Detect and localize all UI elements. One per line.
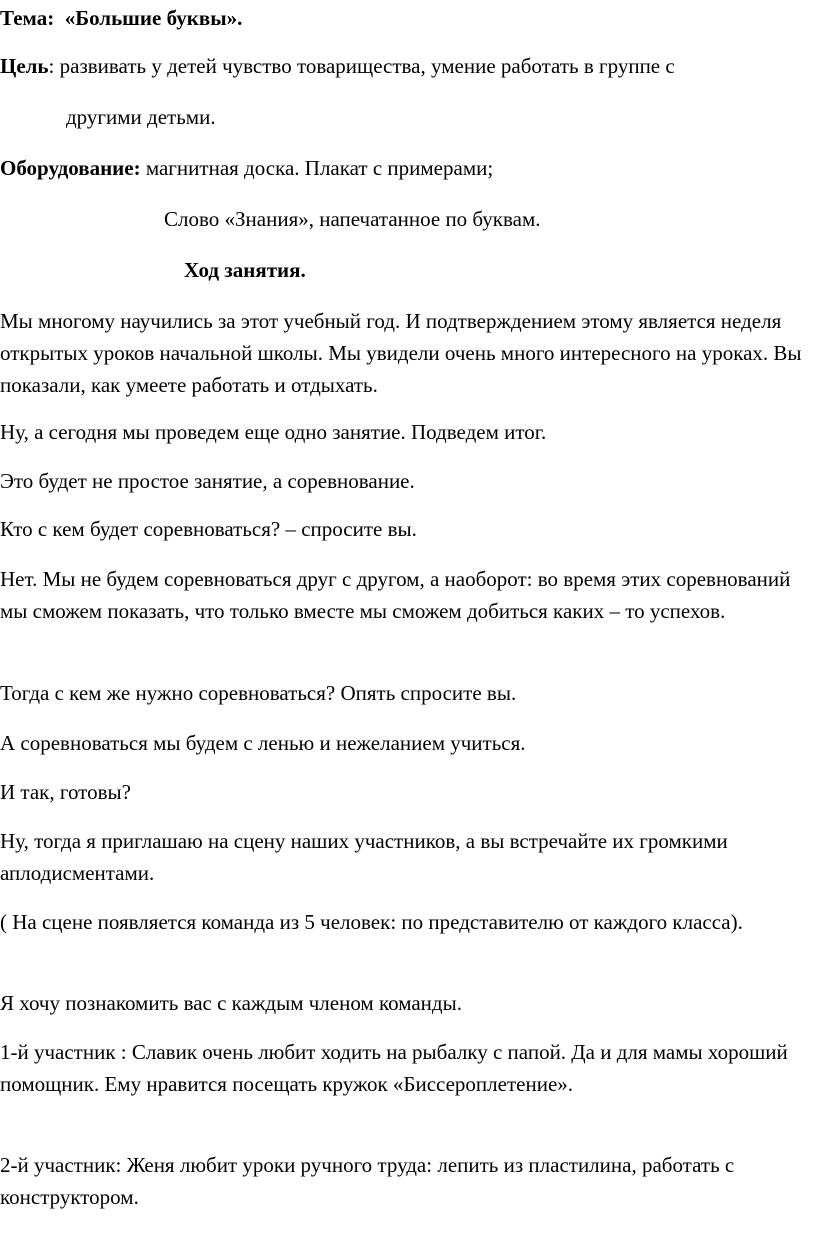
goal-label: Цель	[0, 54, 49, 78]
paragraph-2: Ну, а сегодня мы проведем еще одно занятие. Подведем итог.	[0, 420, 547, 444]
paragraph-5: Нет. Мы не будем соревноваться друг с другом, а наоборот: во время этих соревнований мы сможем показать, что только вместе мы сможем добиться каких – то успехов.	[0, 567, 791, 623]
paragraph-1: Мы многому научились за этот учебный год. И подтверждением этому является неделя открытых уроков начальной школы. Мы увидели очень много интересного на уроках. Вы показали, как умеете работать и отдыхать.	[0, 309, 802, 397]
goal-line	[0, 50, 675, 82]
paragraph-13: 2-й участник: Женя любит уроки ручного труда: лепить из пластилина, работать с конструктором.	[0, 1153, 735, 1209]
paragraph-9: Ну, тогда я приглашаю на сцену наших участников, а вы встречайте их громкими аплодисментами.	[0, 829, 728, 885]
equipment-line-2: Слово «Знания», напечатанное по буквам.	[164, 207, 541, 231]
section-title: Ход занятия.	[184, 258, 306, 282]
paragraph-3: Это будет не простое занятие, а соревнование.	[0, 469, 415, 493]
paragraph-6: Тогда с кем же нужно соревноваться? Опять спросите вы.	[0, 681, 517, 705]
paragraph-8: И так, готовы?	[0, 780, 131, 804]
paragraph-7: А соревноваться мы будем с ленью и нежеланием учиться.	[0, 731, 526, 755]
equipment-label: Оборудование:	[0, 156, 141, 180]
goal-text-1: : развивать у детей чувство товарищества, умение работать в группе с	[48, 54, 675, 78]
paragraph-12: 1-й участник : Славик очень любит ходить на рыбалку с папой. Да и для мамы хороший помощник. Ему нравится посещать кружок «Биссероплетение».	[0, 1040, 788, 1096]
paragraph-4: Кто с кем будет соревноваться? – спросите вы.	[0, 517, 417, 541]
paragraph-11: Я хочу познакомить вас с каждым членом команды.	[0, 991, 462, 1015]
paragraph-10: ( На сцене появляется команда из 5 человек: по представителю от каждого класса).	[0, 910, 743, 934]
topic-value: «Большие буквы».	[64, 6, 243, 30]
equipment-text-1: магнитная доска. Плакат с примерами;	[140, 156, 494, 180]
topic-label: Тема:	[0, 6, 55, 30]
equipment-line	[0, 152, 493, 184]
topic-line	[0, 2, 242, 34]
goal-line-2: другими детьми.	[66, 105, 216, 129]
